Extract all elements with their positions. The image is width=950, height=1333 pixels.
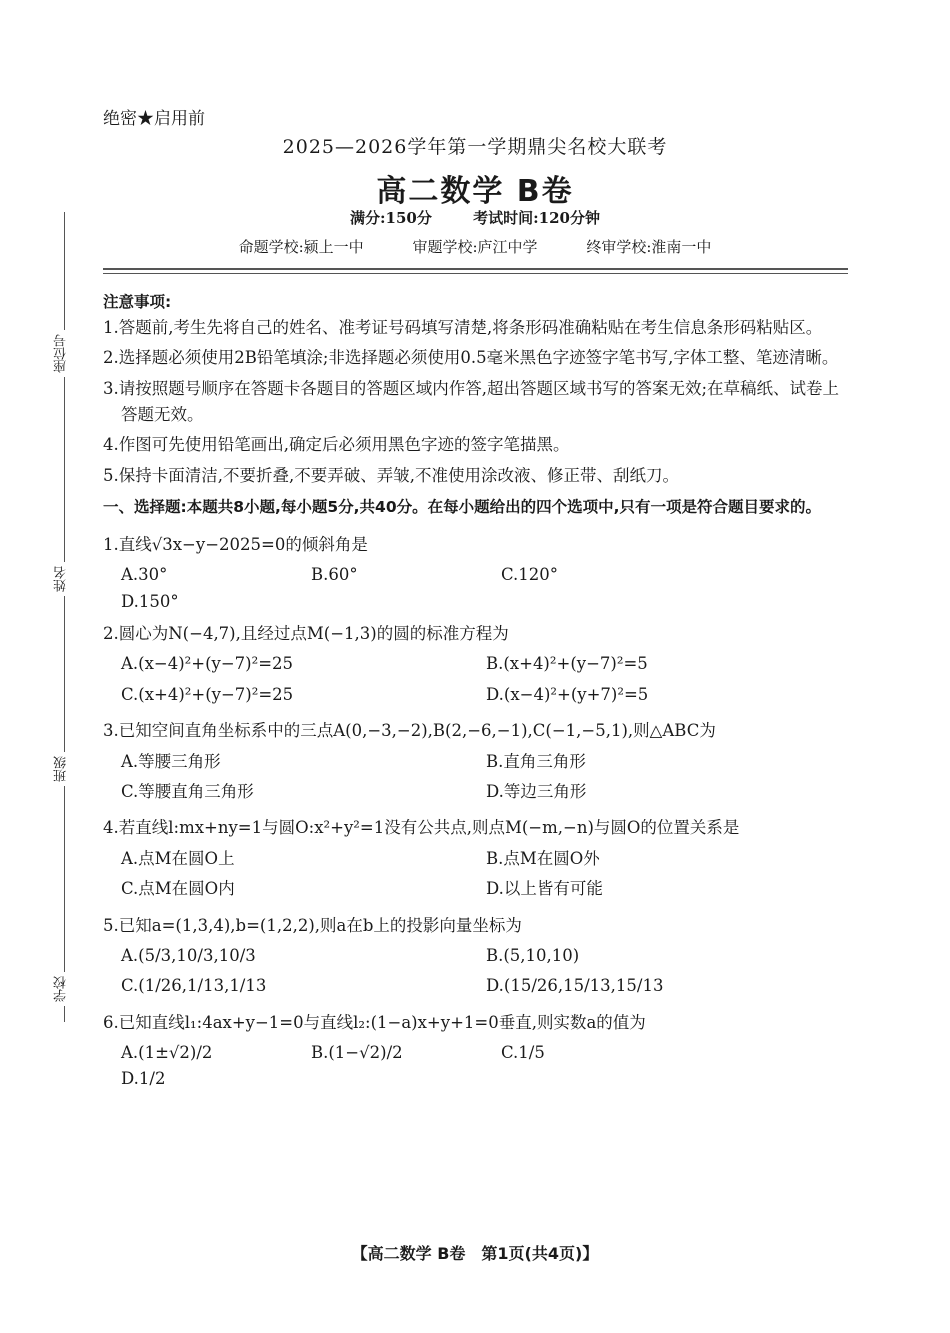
option: D.1/2	[121, 1069, 166, 1089]
option: B.60°	[311, 565, 358, 585]
question-1: 1.直线√3x−y−2025=0的倾斜角是	[103, 534, 368, 554]
options-3	[103, 749, 853, 810]
exam-meta	[0, 207, 950, 228]
full-score: 满分:150分	[350, 209, 432, 227]
option: B.直角三角形	[486, 751, 586, 771]
option: B.点M在圆O外	[486, 848, 600, 868]
option: A.(5/3,10/3,10/3	[121, 945, 256, 965]
header-rule	[103, 268, 848, 270]
binding-margin	[42, 212, 78, 1022]
option: A.(x−4)²+(y−7)²=25	[121, 654, 294, 674]
subject-title: 高二数学 B卷	[376, 174, 574, 209]
question-5: 5.已知a=(1,3,4),b=(1,2,2),则a在b上的投影向量坐标为	[103, 915, 522, 935]
option: B.(5,10,10)	[486, 945, 580, 965]
option: B.(x+4)²+(y−7)²=5	[486, 654, 648, 674]
options-4	[103, 846, 853, 907]
school-info	[0, 236, 950, 257]
note-item: 2.选择题必须使用2B铅笔填涂;非选择题必须使用0.5毫米黑色字迹签字笔书写,字体工整、笔迹清晰。	[103, 348, 839, 368]
options-1	[103, 562, 853, 615]
exam-title: 2025—2026学年第一学期鼎尖名校大联考	[282, 136, 668, 158]
options-2	[103, 651, 853, 712]
question-2: 2.圆心为N(−4,7),且经过点M(−1,3)的圆的标准方程为	[103, 623, 509, 643]
option: C.等腰直角三角形	[121, 781, 254, 801]
exam-content	[103, 290, 853, 1097]
option: C.点M在圆O内	[121, 879, 235, 899]
section-heading: 一、选择题:本题共8小题,每小题5分,共40分。在每小题给出的四个选项中,只有一项是符合题目要求的。	[103, 498, 822, 517]
exam-time: 考试时间:120分钟	[473, 209, 600, 227]
note-item: 5.保持卡面清洁,不要折叠,不要弄破、弄皱,不准使用涂改液、修正带、刮纸刀。	[103, 465, 679, 485]
confidential-label: 绝密★启用前	[103, 109, 205, 129]
note-item: 4.作图可先使用铅笔画出,确定后必须用黑色字迹的签字笔描黑。	[103, 435, 570, 455]
name-label: 姓名	[52, 562, 71, 596]
question-6: 6.已知直线l₁:4ax+y−1=0与直线l₂:(1−a)x+y+1=0垂直,则实数a的值为	[103, 1012, 646, 1032]
option: D.以上皆有可能	[486, 879, 603, 899]
option: C.(x+4)²+(y−7)²=25	[121, 684, 294, 704]
option: D.等边三角形	[486, 781, 587, 801]
setter-school: 命题学校:颍上一中	[238, 238, 364, 256]
school-label: 学校	[52, 972, 71, 1006]
option: C.120°	[501, 565, 559, 585]
option: C.(1/26,1/13,1/13	[121, 976, 267, 996]
final-reviewer-school: 终审学校:淮南一中	[586, 238, 712, 256]
note-item: 3.请按照题号顺序在答题卡各题目的答题区域内作答,超出答题区域书写的答案无效;在草稿纸、试卷上答题无效。	[103, 378, 840, 424]
seat-number-label: 座位号	[52, 330, 71, 377]
option: B.(1−√2)/2	[311, 1043, 403, 1063]
option: D.(x−4)²+(y+7)²=5	[486, 684, 649, 704]
option: A.30°	[121, 565, 168, 585]
options-5	[103, 943, 853, 1004]
page-footer: 【高二数学 B卷 第1页(共4页)】	[351, 1244, 599, 1263]
question-4: 4.若直线l:mx+ny=1与圆O:x²+y²=1没有公共点,则点M(−m,−n)与圆O的位置关系是	[103, 818, 740, 838]
notes-title: 注意事项:	[103, 293, 172, 311]
option: D.150°	[121, 591, 179, 611]
options-6	[103, 1040, 853, 1093]
option: A.点M在圆O上	[121, 848, 235, 868]
reviewer-school: 审题学校:庐江中学	[412, 238, 538, 256]
option: A.等腰三角形	[121, 751, 221, 771]
option: D.(15/26,15/13,15/13	[486, 976, 664, 996]
question-3: 3.已知空间直角坐标系中的三点A(0,−3,−2),B(2,−6,−1),C(−1,−5,1),则△ABC为	[103, 721, 716, 741]
option: C.1/5	[501, 1043, 545, 1063]
class-label: 班级	[52, 752, 71, 786]
header-rule-thin	[103, 273, 848, 274]
note-item: 1.答题前,考生先将自己的姓名、准考证号码填写清楚,将条形码准确粘贴在考生信息条形码粘贴区。	[103, 317, 823, 337]
option: A.(1±√2)/2	[121, 1043, 213, 1063]
